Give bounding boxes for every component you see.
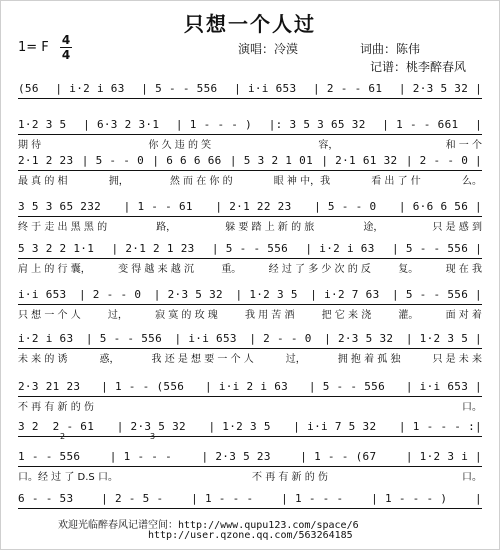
lyric-phrase: 经 过 了 多 少 次 的 反 [268,264,371,275]
lyric-phrase: 最 真 的 相 [18,176,68,187]
lyric-phrase: 和 一 个 [445,140,482,151]
volta-first-ending: 2 [60,432,66,441]
song-title: 只想一个人过 [184,12,316,36]
lyric-phrase: 拥 抱 着 孤 独 [337,354,401,365]
lyric-phrase: 面 对 着 [445,310,482,321]
measure: | 1 - - - [281,492,344,505]
measure: 6 - - 53 [18,492,74,505]
lyric-phrase: 只 想 一 个 人 [18,310,81,321]
measure: | 2 - - 0 [78,288,142,301]
measure: | 1·2 3 5 | [405,332,482,345]
lyric-phrase: 不 再 有 新 的 伤 [252,472,328,483]
measure: (56 [18,82,39,95]
measure: | 2·3 5 32 [324,332,394,345]
lyric-phrase: 你 久 违 的 笑 [148,140,212,151]
singer-credit: 演唱：冷漠 [238,42,299,56]
measure: | 1 - - 661 [382,118,459,131]
measure: | i·i 653 [174,332,237,345]
measure: | 5 - - 556 [85,332,163,345]
meter-bottom: 4 [61,48,71,62]
lyric-phrase: 过， [107,310,128,321]
meter-top: 4 [61,33,71,47]
measure: | 1 - - - [109,450,173,463]
note-line [18,198,482,217]
lyric-phrase: 寂 寞 的 玫 瑰 [155,310,218,321]
note-line [18,418,482,437]
lyric-phrase: 只 是 感 到 [432,222,482,233]
lyric-phrase: 不 再 有 新 的 伤 [18,402,94,413]
measure: | 5 - - 0 [81,154,145,167]
measure: | 1·2 3 5 [208,420,271,433]
measure: | 5 - - 556 | [391,288,482,301]
measure: | 1 - - - [191,492,254,505]
lyric-phrase: 途， [363,222,384,233]
note-line [18,116,482,135]
measure: | 2 - - 0 | [405,154,482,167]
measure: | 2·1 22 23 [215,200,292,213]
lyric-phrase: 未 来 的 诱 [18,354,68,365]
lyric-phrase: 么。 [461,176,482,187]
lyric-phrase: 路， [156,222,177,233]
note-line [18,80,482,99]
measure: | 6 6 6 66 [152,154,222,167]
measure: | i·i 2 i 63 [204,380,289,393]
transcriber-credit: 记谱：桃李醉春风 [370,60,467,74]
measure: | 2·3 5 32 [153,288,223,301]
lyric-phrase: 容， [318,140,339,151]
measure: | 5 - - 556 [141,82,218,95]
lyric-phrase: 拥， [108,176,129,187]
lyric-phrase: 灌。 [398,310,419,321]
lyric-phrase: 眼 神 中，我 [273,176,331,187]
measure: | 5 3 2 1 01 [229,154,313,167]
lyric-line [18,470,482,486]
lyricist-credit: 词曲：陈伟 [360,42,421,56]
measure: | 6·6 6 56 | [398,200,482,213]
lyric-phrase: 只 是 未 来 [432,354,482,365]
lyric-phrase: 口。 [461,472,482,483]
measure: 2·3 21 23 [18,380,81,393]
footer-line-2: http://user.qzone.qq.com/563264185 [148,530,353,541]
notation-row [18,286,482,332]
measure: | 1 - - 61 [123,200,193,213]
measure: i·i 653 [18,288,67,301]
note-line [18,448,482,467]
measure: | 2·3 5 32 | [398,82,482,95]
measure: | 2 - 5 - [101,492,164,505]
lyric-phrase: 变 得 越 来 越 沉 [118,264,194,275]
notation-row [18,152,482,198]
measure: | 2·1 2 1 23 [111,242,195,255]
measure: | 2·3 5 32 [116,420,186,433]
measure: 1·2 3 5 [18,118,67,131]
measure: |: 3 5 3 65 32 [268,118,366,131]
lyric-phrase: 看 出 了 什 [371,176,421,187]
measure: | 1 - - (556 [101,380,185,393]
lyric-line [18,262,482,278]
key-signature: 1= F [18,40,49,55]
measure: | 2·3 5 23 [201,450,271,463]
lyric-phrase: 口。 [462,402,482,413]
note-line [18,378,482,397]
measure: i·2 i 63 [18,332,74,345]
measure: | i·2 i 63 [305,242,375,255]
measure: 2·1 2 23 [18,154,74,167]
lyric-line [18,352,482,368]
measure: | 1 - - - ) [175,118,253,131]
measure: | i·2 7 63 [310,288,380,301]
lyric-line [18,174,482,190]
measure: 3 5 3 65 232 [18,200,102,213]
measure: | i·i 7 5 32 [293,420,377,433]
lyric-phrase: 过， [285,354,306,365]
measure: | [475,118,482,131]
measure: | 1·2 3 5 [235,288,298,301]
lyric-line [18,220,482,236]
measure: 3 2 2 - 61 [18,420,95,433]
notation-row [18,240,482,286]
measure: | 1 - - - ) [371,492,448,505]
measure: 5 3 2 2 1·1 [18,242,95,255]
measure: | 2·1 61 32 [321,154,398,167]
measure: 1 - - 556 [18,450,81,463]
lyric-phrase: 现 在 我 [445,264,482,275]
measure: | 5 - - 0 [314,200,377,213]
lyric-phrase: 重。 [221,264,242,275]
lyric-phrase: 惑， [99,354,120,365]
lyric-phrase: 期 待 [18,140,42,151]
lyric-phrase: 复。 [398,264,419,275]
note-line [18,490,482,509]
lyric-phrase: 我 用 苦 酒 [244,310,295,321]
lyric-phrase: 肩 上 的 行 囊， [18,264,91,275]
note-line [18,330,482,349]
volta-second-ending: 3 [150,432,156,441]
measure: | 2 - - 0 [249,332,312,345]
lyric-line [18,400,482,416]
measure: | 6·3 2 3·1 [83,118,160,131]
note-line [18,286,482,305]
measure: | i·2 i 63 [55,82,125,95]
measure: | 5 - - 556 | [392,242,482,255]
time-signature [60,34,72,61]
notation-row [18,330,482,376]
measure: | 1 - - (67 [300,450,377,463]
lyric-phrase: 躲 要 踏 上 新 的 旅 [225,222,315,233]
lyric-phrase: 把 它 来 浇 [321,310,372,321]
measure: | i·i 653 [234,82,297,95]
measure: | 2 - - 61 [313,82,383,95]
lyric-phrase: 终 于 走 出 黑 黑 的 [18,222,108,233]
note-line [18,240,482,259]
lyric-phrase: 然 而 在 你 的 [169,176,233,187]
lyric-phrase: 我 还 是 想 要 一 个 人 [151,354,254,365]
measure: | i·i 653 | [405,380,482,393]
measure: | 5 - - 556 [211,242,289,255]
notation-row [18,448,482,494]
footer-line-1: 欢迎光临醉春风记谱空间：http://www.qupu123.com/space/6 [58,520,359,531]
measure: | [475,492,482,505]
lyric-line [18,308,482,324]
notation-row [18,198,482,244]
measure: | 1 - - - :| [398,420,482,433]
measure: | 5 - - 556 [308,380,386,393]
lyric-phrase: 口。经 过 了 D.S 口。 [18,472,118,483]
measure: | 1·2 3 i | [405,450,482,463]
note-line [18,152,482,171]
